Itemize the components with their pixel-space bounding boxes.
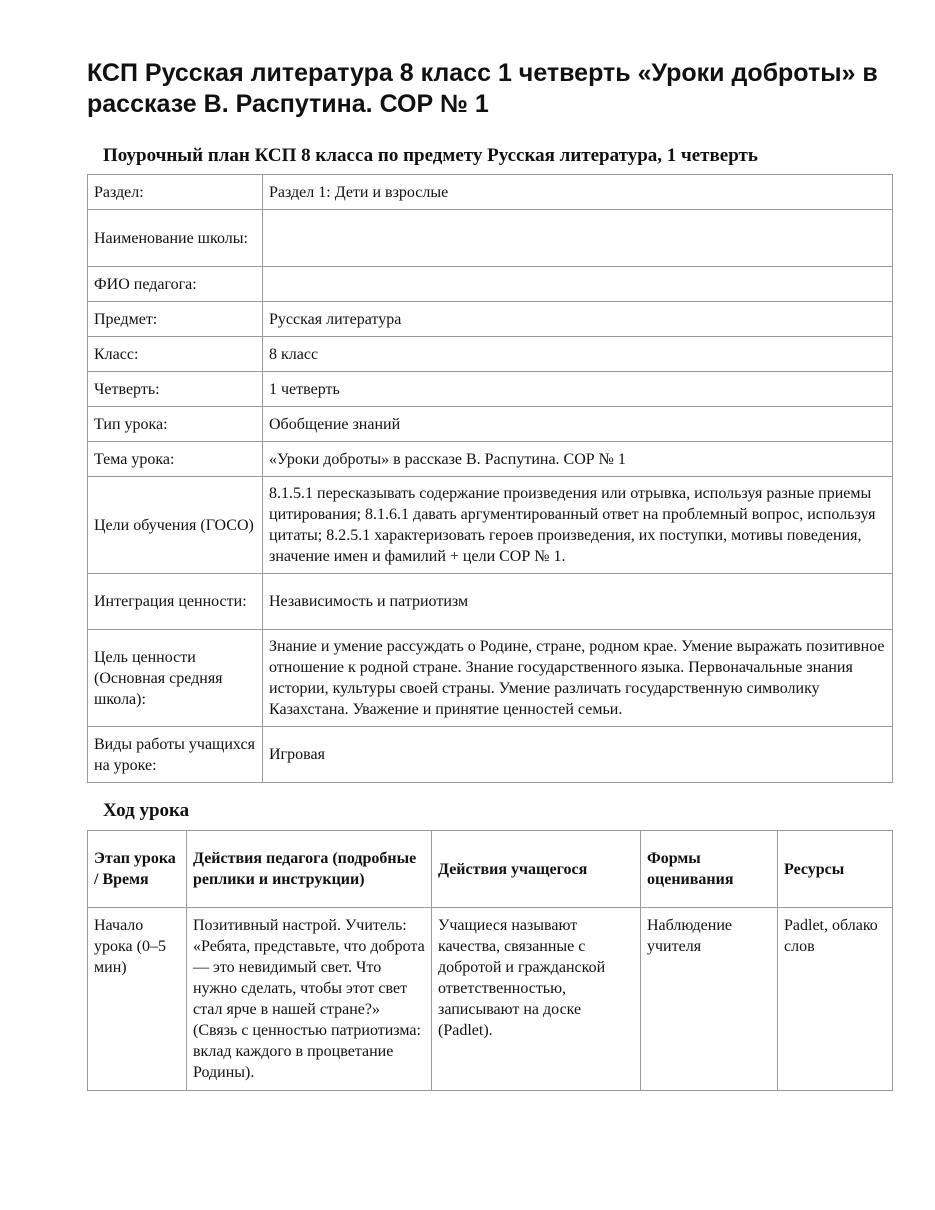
- info-key: Виды работы учащихся на уроке:: [88, 727, 263, 783]
- info-value: [263, 210, 893, 267]
- table-row: [88, 908, 893, 1091]
- table-row: [88, 210, 893, 267]
- column-header-teacher-actions: Действия педагога (подробные реплики и инструкции): [187, 831, 432, 908]
- column-header-student-actions: Действия учащегося: [432, 831, 641, 908]
- info-key: Раздел:: [88, 175, 263, 210]
- course-heading: Ход урока: [103, 800, 190, 821]
- info-key: Тип урока:: [88, 407, 263, 442]
- document-title: КСП Русская литература 8 класс 1 четверть «Уроки доброты» в рассказе В. Распутина. СОР № 1: [87, 59, 878, 118]
- cell-teacher-actions: Позитивный настрой. Учитель: «Ребята, представьте, что доброта — это невидимый свет. Что нужно сделать, чтобы этот свет стал ярче в нашей стране?» (Связь с ценностью патриотизма: вклад каждого в процветание Родины).: [187, 908, 432, 1091]
- table-row: [88, 477, 893, 574]
- lesson-info-table: [87, 174, 893, 783]
- column-header-resources: Ресурсы: [778, 831, 893, 908]
- info-value: Русская литература: [263, 302, 893, 337]
- info-value: Игровая: [263, 727, 893, 783]
- table-row: [88, 267, 893, 302]
- table-row: [88, 574, 893, 630]
- info-key: Тема урока:: [88, 442, 263, 477]
- info-value: 8.1.5.1 пересказывать содержание произведения или отрывка, используя разные приемы цитирования; 8.1.6.1 давать аргументированный ответ на проблемный вопрос, используя цитаты; 8.2.5.1 характеризовать героев произведения, их поступки, мотивы поведения, значение имен и фамилий + цели СОР № 1.: [263, 477, 893, 574]
- cell-stage: Начало урока (0–5 мин): [88, 908, 187, 1091]
- info-value: 1 четверть: [263, 372, 893, 407]
- table-row: [88, 372, 893, 407]
- info-key: Цель ценности (Основная средняя школа):: [88, 630, 263, 727]
- info-key: Цели обучения (ГОСО): [88, 477, 263, 574]
- table-row: [88, 630, 893, 727]
- info-value: «Уроки доброты» в рассказе В. Распутина. СОР № 1: [263, 442, 893, 477]
- lesson-course-table: [87, 830, 893, 1091]
- table-row: [88, 337, 893, 372]
- info-value: Обобщение знаний: [263, 407, 893, 442]
- info-key: ФИО педагога:: [88, 267, 263, 302]
- table-header-row: [88, 831, 893, 908]
- info-value: 8 класс: [263, 337, 893, 372]
- info-value: Знание и умение рассуждать о Родине, стране, родном крае. Умение выражать позитивное отношение к родной стране. Знание государственного языка. Первоначальные знания истории, культуры своей страны. Умение различать государственную символику Казахстана. Уважение и принятие ценностей семьи.: [263, 630, 893, 727]
- table-row: [88, 727, 893, 783]
- table-row: [88, 175, 893, 210]
- info-key: Четверть:: [88, 372, 263, 407]
- info-value: Независимость и патриотизм: [263, 574, 893, 630]
- info-key: Класс:: [88, 337, 263, 372]
- column-header-stage: Этап урока / Время: [88, 831, 187, 908]
- table-row: [88, 407, 893, 442]
- cell-resources: Padlet, облако слов: [778, 908, 893, 1091]
- cell-student-actions: Учащиеся называют качества, связанные с добротой и гражданской ответственностью, записывают на доске (Padlet).: [432, 908, 641, 1091]
- table-row: [88, 442, 893, 477]
- cell-assessment: Наблюдение учителя: [641, 908, 778, 1091]
- table-row: [88, 302, 893, 337]
- plan-heading: Поурочный план КСП 8 класса по предмету Русская литература, 1 четверть: [103, 145, 758, 166]
- info-value: Раздел 1: Дети и взрослые: [263, 175, 893, 210]
- column-header-assessment: Формы оценивания: [641, 831, 778, 908]
- document-page: [87, 58, 893, 1091]
- info-key: Интеграция ценности:: [88, 574, 263, 630]
- info-value: [263, 267, 893, 302]
- info-key: Предмет:: [88, 302, 263, 337]
- info-key: Наименование школы:: [88, 210, 263, 267]
